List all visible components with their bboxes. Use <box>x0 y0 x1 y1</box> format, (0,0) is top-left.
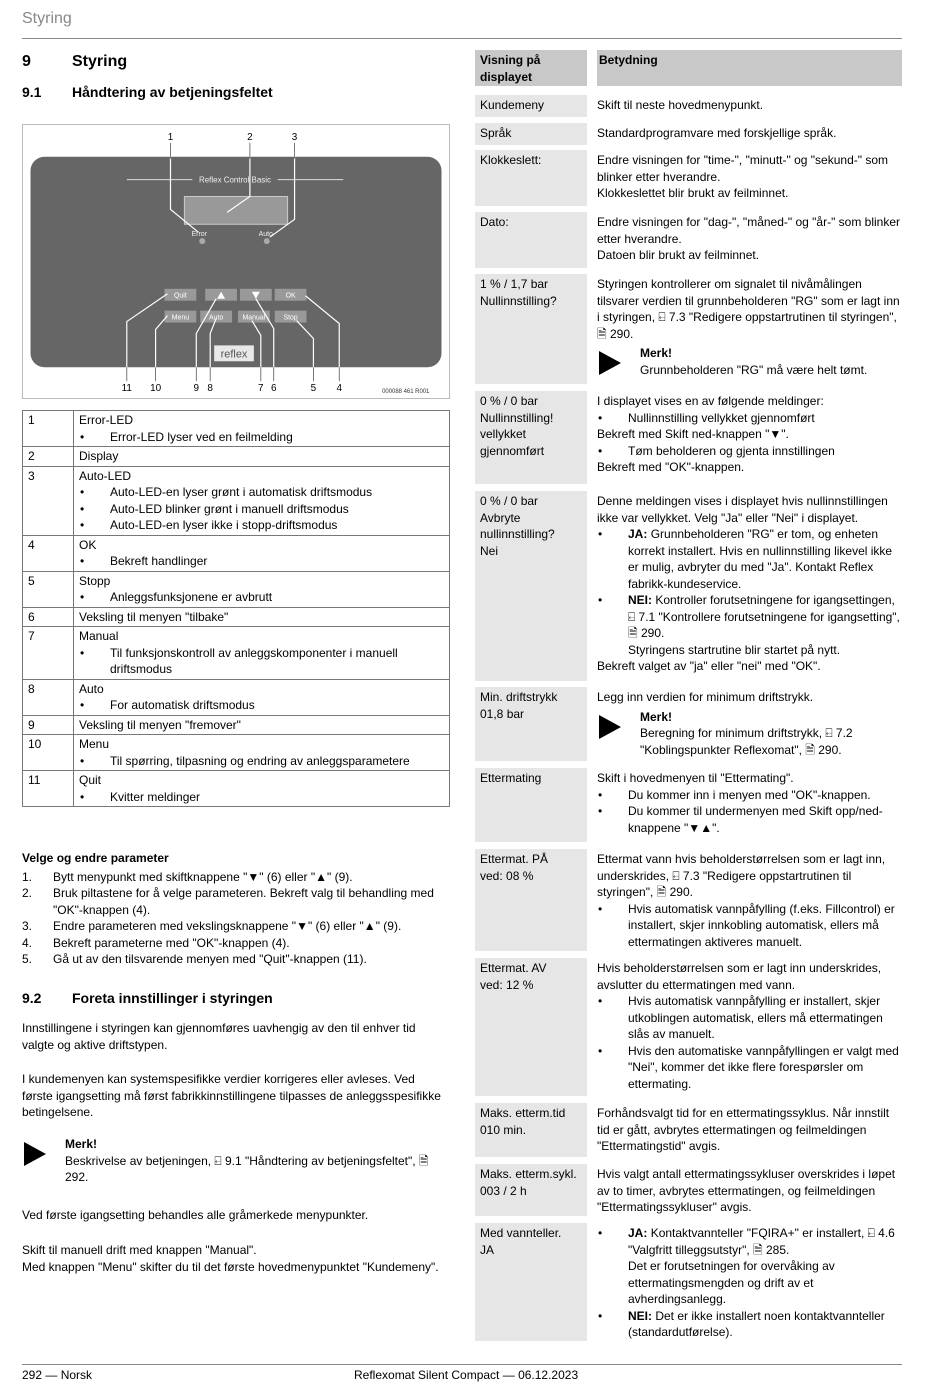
meaning-cell: I displayet vises en av følgende meldinger: • Nullinnstilling vellykket gjennomført Bekreft med Skift ned-knappen "▼". • Tøm beholderen og gjenta innstillingen Bekreft med "OK"-knappen. <box>597 391 902 484</box>
legend-row <box>23 571 450 607</box>
display-cell: Språk <box>475 123 587 145</box>
footer-divider <box>22 1364 902 1365</box>
bullet-icon <box>79 517 110 534</box>
legend-number: 6 <box>23 607 74 627</box>
legend-number: 8 <box>23 679 74 715</box>
legend-bullet: • For automatisk driftsmodus <box>79 697 445 714</box>
note-triangle-icon <box>597 709 640 759</box>
table-row <box>475 391 902 484</box>
legend-title: Veksling til menyen "tilbake" <box>79 609 229 624</box>
bullet-icon <box>597 787 628 804</box>
legend-row <box>23 411 450 447</box>
legend-bullet: • Anleggsfunksjonene er avbrutt <box>79 589 445 606</box>
meaning-cell: Denne meldingen vises i displayet hvis nullinnstillingen ikke var vellykket. Velg "Ja" eller "Nei" i displayet. • JA: Grunnbeholderen "RG" er tom, og enheten korrekt installert. Hvis en nullinnstilling likevel ikke er mulig, avbryter du med "Ja". Kontakt Reflex fabrikk-kundeservice. • NEI: Kontroller forutsetningene for igangsettingen, ⍇ 7.1 "Kontrollere forutsetningene for igangsetting", 🗎 290. Styringens startrutine blir startet på nytt. Bekreft valget av "ja" eller "nei" med "OK". <box>597 491 902 681</box>
display-cell: Maks. etterm.sykl. 003 / 2 h <box>475 1164 587 1216</box>
legend-description <box>74 771 450 807</box>
bullet-icon <box>79 484 110 501</box>
table-row <box>475 212 902 268</box>
meaning-cell: Standardprogramvare med forskjellige språk. <box>597 126 837 140</box>
legend-title: Stopp <box>79 573 111 588</box>
col-header-display: Visning på displayet <box>475 50 587 86</box>
legend-bullet: • Error-LED lyser ved en feilmelding <box>79 429 445 446</box>
svg-text:OK: OK <box>285 292 296 300</box>
display-cell: Maks. etterm.tid 010 min. <box>475 1103 587 1157</box>
bullet-icon <box>597 1308 628 1341</box>
bullet-icon <box>597 1225 628 1308</box>
svg-text:Quit: Quit <box>174 292 187 300</box>
meaning-cell: Endre visningen for "time-", "minutt-" og "sekund-" som blinker etter hverandre. Klokkeslettet blir brukt av feilminnet. <box>597 153 889 200</box>
legend-row <box>23 466 450 535</box>
control-panel-figure <box>22 124 450 399</box>
bullet-icon <box>597 901 628 951</box>
meaning-bullet: • Tøm beholderen og gjenta innstillingen <box>597 443 902 460</box>
legend-number: 4 <box>23 535 74 571</box>
legend-title: Menu <box>79 737 110 751</box>
callout-9: 9 <box>193 383 200 395</box>
params-title: Velge og endre parameter <box>22 851 169 865</box>
legend-title: Auto <box>79 681 104 696</box>
meaning-bullet: • NEI: Kontroller forutsetningene for igangsettingen, ⍇ 7.1 "Kontrollere forutsetningene for igangsetting", 🗎 290. Styringens startrutine blir startet på nytt. <box>597 592 902 658</box>
bullet-icon <box>597 592 628 658</box>
callout-4: 4 <box>336 383 343 395</box>
legend-bullet: • Bekreft handlinger <box>79 553 445 570</box>
legend-title: Manual <box>79 629 119 643</box>
meaning-bullet: • NEI: Det er ikke installert noen kontaktvannteller (standardutførelse). <box>597 1308 902 1341</box>
callout-2: 2 <box>247 131 253 143</box>
legend-description <box>74 447 450 467</box>
svg-text:Manual: Manual <box>242 314 266 322</box>
legend-number: 1 <box>23 411 74 447</box>
legend-description <box>74 735 450 771</box>
legend-row <box>23 447 450 467</box>
step-item: 4. Bekreft parameterne med "OK"-knappen (4). <box>22 935 290 950</box>
legend-title: Quit <box>79 773 102 787</box>
display-cell: Med vannteller. JA <box>475 1223 587 1341</box>
footer-doc: Reflexomat Silent Compact — 06.12.2023 <box>354 1368 579 1382</box>
legend-description <box>74 715 450 735</box>
legend-description <box>74 466 450 535</box>
callout-3: 3 <box>291 131 298 143</box>
panel-error-label: Error <box>191 231 207 239</box>
meaning-bullet: • Hvis automatisk vannpåfylling er installert, skjer utkoblingen automatisk, ellers må ettermatingen slås av manuelt. <box>597 993 902 1043</box>
legend-title: Error-LED <box>79 413 134 427</box>
legend-title: Display <box>79 449 119 463</box>
callout-11: 11 <box>121 383 132 395</box>
section-9-2-p4: Skift til manuell drift med knappen "Manual". Med knappen "Menu" skifter du til det første hovedmenypunktet "Kundemeny". <box>22 1243 439 1274</box>
meaning-bullet: • Hvis automatisk vannpåfylling (f.eks. Fillcontrol) er installert, skjer innkobling automatisk, ellers må ettermatingen aktiveres manuelt. <box>597 901 902 951</box>
col-header-meaning: Betydning <box>597 50 902 86</box>
legend-number: 7 <box>23 627 74 680</box>
callout-8: 8 <box>207 383 213 395</box>
callout-5: 5 <box>310 383 317 395</box>
table-row <box>475 274 902 384</box>
display-cell: Ettermat. PÅ ved: 08 % <box>475 849 587 951</box>
bullet-icon <box>597 526 628 592</box>
bullet-icon <box>597 993 628 1043</box>
legend-bullet: • Til spørring, tilpasning og endring av anleggsparametere <box>79 753 445 770</box>
meaning-cell: Hvis valgt antall ettermatingssykluser overskrides i løpet av to timer, avbrytes ettermatingen, og feilmeldingen "Ettermatingssykluser" avgis. <box>597 1167 896 1214</box>
callout-7: 7 <box>258 383 264 395</box>
bullet-icon <box>597 410 628 427</box>
meaning-cell: Hvis beholderstørrelsen som er lagt inn underskrides, avslutter du ettermatingen med vann. • Hvis automatisk vannpåfylling er installert, skjer utkoblingen automatisk, ellers må ettermatingen slås av manuelt. • Hvis den automatiske vannpåfyllingen er valgt med "Nei", kommer det ikke flere forespørsler om ettermating. <box>597 958 902 1096</box>
callout-6: 6 <box>270 383 277 395</box>
display-cell: 0 % / 0 bar Avbryte nullinnstilling? Nei <box>475 491 587 681</box>
table-row <box>475 491 902 681</box>
header-divider <box>22 38 902 39</box>
legend-row <box>23 535 450 571</box>
meaning-cell: Skift i hovedmenyen til "Ettermating". • Du kommer inn i menyen med "OK"-knappen. • Du kommer til undermenyen med Skift opp/ned-knappene "▼▲". <box>597 768 902 842</box>
step-item: 5. Gå ut av den tilsvarende menyen med "Quit"-knappen (11). <box>22 952 367 966</box>
bullet-icon <box>79 501 110 518</box>
svg-text:Stop: Stop <box>283 314 298 322</box>
legend-bullet: • Auto-LED blinker grønt i manuell driftsmodus <box>79 501 445 518</box>
meaning-cell: Ettermat vann hvis beholderstørrelsen som er lagt inn, underskrides, ⍇ 7.3 "Redigere oppstartrutinen til styringen", 🗎 290. • Hvis automatisk vannpåfylling (f.eks. Fillcontrol) er installert, skjer innkobling automatisk, ellers må ettermatingen aktiveres manuelt. <box>597 849 902 951</box>
section-9-2-p2: I kundemenyen kan systemspesifikke verdier korrigeres eller avleses. Ved første igangsetting må først fabrikkinnstillingene tilpasses de anleggsspesifikke betingelsene. <box>22 1072 441 1119</box>
display-cell: Kundemeny <box>475 95 587 117</box>
legend-number: 10 <box>23 735 74 771</box>
running-header: Styring <box>22 10 72 27</box>
panel-auto-label: Auto <box>258 231 273 239</box>
meaning-cell: Skift til neste hovedmenypunkt. <box>597 98 764 112</box>
bullet-icon <box>79 429 110 446</box>
legend-row <box>23 627 450 680</box>
note-text: Beskrivelse av betjeningen, ⍇ 9.1 "Håndtering av betjeningsfeltet", 🗎 292. <box>65 1153 429 1184</box>
legend-bullet: • Auto-LED-en lyser grønt i automatisk driftsmodus <box>79 484 445 501</box>
section-9-2-heading: 9.2 Foreta innstillinger i styringen <box>22 990 273 1006</box>
table-header-row <box>475 50 902 86</box>
legend-number: 5 <box>23 571 74 607</box>
legend-description <box>74 411 450 447</box>
display-cell: Klokkeslett: <box>475 150 587 206</box>
step-item: 3. Endre parameteren med vekslingsknappene "▼" (6) eller "▲" (9). <box>22 919 402 933</box>
control-panel-drawing <box>23 125 449 398</box>
meaning-cell: Legg inn verdien for minimum driftstrykk. Merk! Beregning for minimum driftstrykk, ⍇ 7.2 "Koblingspunkter Reflexomat", 🗎 290. <box>597 687 902 761</box>
table-row <box>475 687 902 761</box>
display-cell: Ettermating <box>475 768 587 842</box>
legend-title: Auto-LED <box>79 468 132 483</box>
table-row <box>475 1103 902 1157</box>
display-cell: Ettermat. AV ved: 12 % <box>475 958 587 1096</box>
table-row <box>475 1164 902 1216</box>
legend-description <box>74 627 450 680</box>
section-9-2-note <box>22 1133 447 1186</box>
legend-row <box>23 679 450 715</box>
bullet-icon <box>597 1043 628 1093</box>
note-title: Merk! <box>65 1137 98 1151</box>
meaning-cell <box>597 1223 902 1341</box>
note-triangle-icon <box>22 1136 65 1186</box>
section-9-1-heading: 9.1 Håndtering av betjeningsfeltet <box>22 84 273 100</box>
meaning-bullet: • JA: Kontaktvannteller "FQIRA+" er installert, ⍇ 4.6 "Valgfritt tilleggsutstyr", 🗎 285. Det er forutsetningen for overvåking av ettermatingsmengden og drift av et avherdingsanlegg. <box>597 1225 902 1308</box>
legend-number: 9 <box>23 715 74 735</box>
display-cell: 0 % / 0 bar Nullinnstilling! vellykket gjennomført <box>475 391 587 484</box>
error-led <box>199 238 205 244</box>
panel-brand-label: Reflex Control Basic <box>199 175 271 185</box>
bullet-icon <box>597 803 628 836</box>
legend-row <box>23 735 450 771</box>
section-9-heading: 9 Styring <box>22 53 128 70</box>
meaning-bullet: • Du kommer inn i menyen med "OK"-knappen. <box>597 787 902 804</box>
legend-table <box>22 410 450 807</box>
legend-row <box>23 715 450 735</box>
legend-row <box>23 607 450 627</box>
legend-description <box>74 535 450 571</box>
legend-number: 2 <box>23 447 74 467</box>
meaning-cell: Styringen kontrollerer om signalet til nivåmålingen tilsvarer verdien til grunnbeholderen "RG" som er lagt inn i styringen, ⍇ 7.3 "Redigere oppstartrutinen til styringen", 🗎 290. Merk! Grunnbeholderen "RG" må være helt tømt. <box>597 274 902 384</box>
note-triangle-icon <box>597 345 640 378</box>
display-cell: 1 % / 1,7 bar Nullinnstilling? <box>475 274 587 384</box>
table-row <box>475 1223 902 1341</box>
table-row <box>475 95 902 117</box>
callout-10: 10 <box>150 383 162 395</box>
svg-text:Menu: Menu <box>171 314 190 322</box>
svg-text:Auto: Auto <box>209 314 224 322</box>
meaning-bullet: • Du kommer til undermenyen med Skift opp/ned-knappene "▼▲". <box>597 803 902 836</box>
legend-description <box>74 607 450 627</box>
section-9-2-p1: Innstillingene i styringen kan gjennomføres uavhengig av den til enhver tid valgte og aktive driftstypen. <box>22 1021 416 1052</box>
note-block: Merk! Grunnbeholderen "RG" må være helt tømt. <box>597 345 902 378</box>
svg-text:reflex: reflex <box>220 348 248 361</box>
meaning-bullet: • Nullinnstilling vellykket gjennomført <box>597 410 902 427</box>
legend-bullet: • Til funksjonskontroll av anleggskomponenter i manuell driftsmodus <box>79 645 445 678</box>
table-row <box>475 958 902 1096</box>
legend-bullet: • Auto-LED-en lyser ikke i stopp-driftsmodus <box>79 517 445 534</box>
legend-number: 11 <box>23 771 74 807</box>
display-cell: Min. driftstrykk 01,8 bar <box>475 687 587 761</box>
table-row <box>475 849 902 951</box>
meaning-cell: Forhåndsvalgt tid for en ettermatingssyklus. Når innstilt tid er gått, avbrytes ettermatingen og feilmeldingen "Ettermatingstid" avgis. <box>597 1106 890 1153</box>
table-row <box>475 150 902 206</box>
bullet-icon <box>79 645 110 678</box>
table-row <box>475 768 902 842</box>
footer-page: 292 — Norsk <box>22 1368 93 1382</box>
figure-code: 000088 461 R001 <box>382 389 430 396</box>
bullet-icon <box>597 443 628 460</box>
panel-body <box>31 157 442 367</box>
display-cell: Dato: <box>475 212 587 268</box>
legend-bullet: • Kvitter meldinger <box>79 789 445 806</box>
legend-description <box>74 679 450 715</box>
parameter-steps <box>22 850 450 968</box>
legend-row <box>23 771 450 807</box>
table-row <box>475 123 902 145</box>
step-item: 1. Bytt menypunkt med skiftknappene "▼" (6) eller "▲" (9). <box>22 869 353 884</box>
legend-title: Veksling til menyen "fremover" <box>79 717 241 732</box>
meaning-cell: Endre visningen for "dag-", "måned-" og "år-" som blinker etter hverandre. Datoen blir brukt av feilminnet. <box>597 215 901 262</box>
step-item: 2. Bruk piltastene for å velge parameteren. Bekreft valg til behandling med "OK"-knappen (4). <box>22 886 434 917</box>
meaning-bullet: • JA: Grunnbeholderen "RG" er tom, og enheten korrekt installert. Hvis en nullinnstilling likevel ikke er mulig, avbryter du med "Ja". Kontakt Reflex fabrikk-kundeservice. <box>597 526 902 592</box>
legend-number: 3 <box>23 466 74 535</box>
auto-led <box>264 238 270 244</box>
legend-description <box>74 571 450 607</box>
panel-display <box>184 196 287 224</box>
bullet-icon <box>79 553 110 570</box>
bullet-icon <box>79 589 110 606</box>
bullet-icon <box>79 697 110 714</box>
bullet-icon <box>79 789 110 806</box>
bullet-icon <box>79 753 110 770</box>
note-block: Merk! Beregning for minimum driftstrykk, ⍇ 7.2 "Koblingspunkter Reflexomat", 🗎 290. <box>597 709 902 759</box>
meaning-bullet: • Hvis den automatiske vannpåfyllingen er valgt med "Nei", kommer det ikke flere forespørsler om ettermating. <box>597 1043 902 1093</box>
callout-1: 1 <box>167 131 174 143</box>
section-9-2-p3: Ved første igangsetting behandles alle gråmerkede menypunkter. <box>22 1208 369 1222</box>
legend-title: OK <box>79 537 97 552</box>
